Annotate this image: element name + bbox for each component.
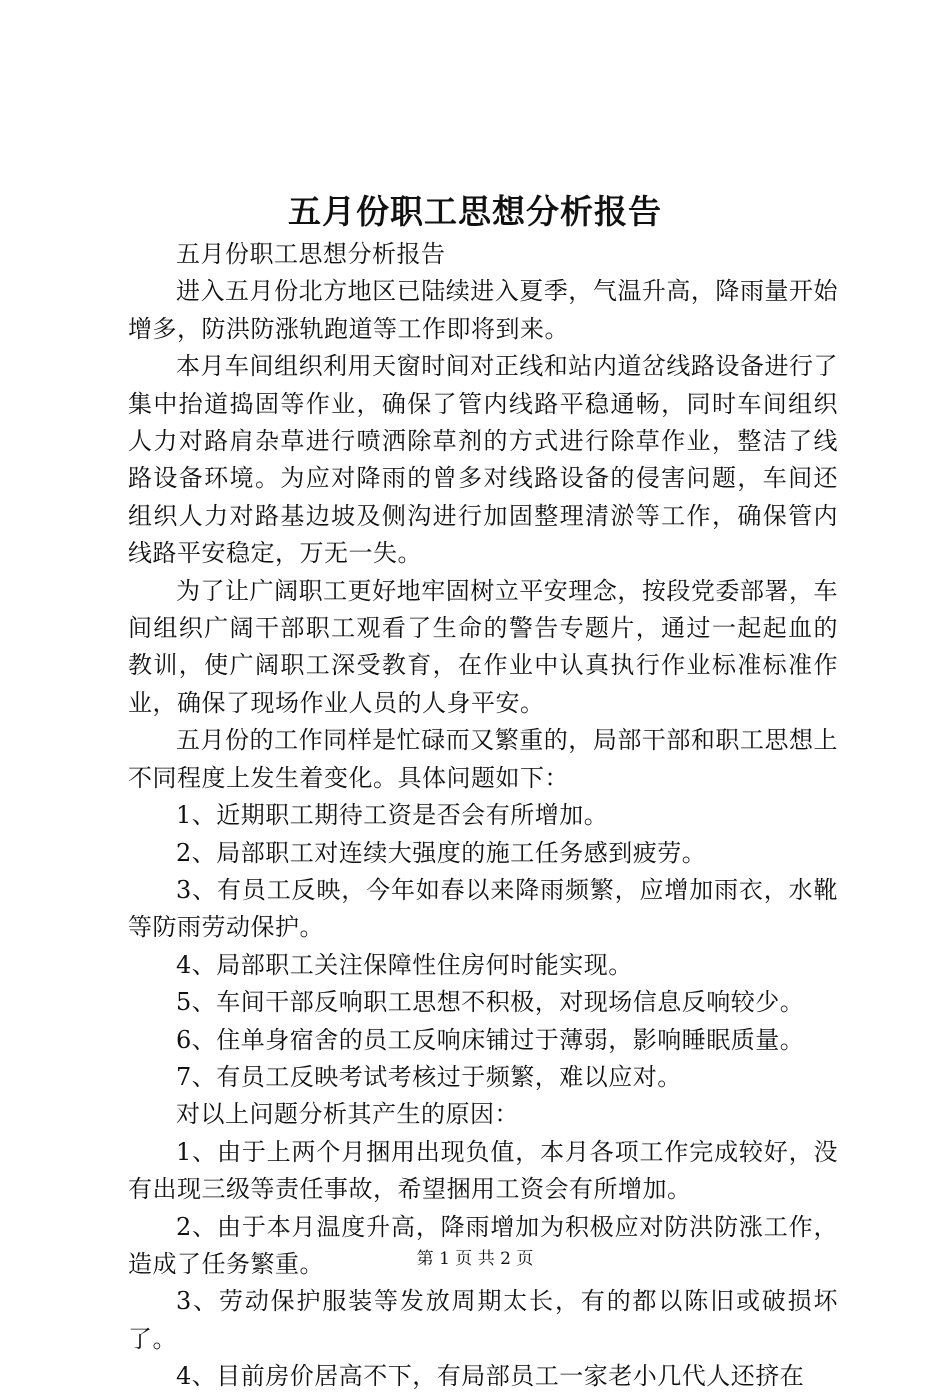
document-body: [128, 236, 838, 1396]
document-title: 五月份职工思想分析报告: [288, 192, 662, 231]
list-item: 1、近期职工期待工资是否会有所增加。: [176, 801, 609, 830]
page-number-footer: 第 1 页 共 2 页: [416, 1249, 534, 1269]
list-item: 4、局部职工关注保障性住房何时能实现。: [176, 950, 633, 979]
list-item: 7、有员工反映考试考核过于频繁，难以应对。: [176, 1062, 682, 1091]
paragraph: 为了让广阔职工更好地牢固树立平安理念，按段党委部署，车间组织广阔干部职工观看了生命的警告专题片，通过一起起血的教训，使广阔职工深受教育，在作业中认真执行作业标准标准作业，确保了现场作业人员的人身平安。: [128, 576, 838, 717]
list-item: 3、劳动保护服装等发放周期太长，有的都以陈旧或破损坏了。: [128, 1287, 838, 1353]
paragraph: 五月份的工作同样是忙碌而又繁重的，局部干部和职工思想上不同程度上发生着变化。具体问题如下：: [128, 726, 838, 792]
list-item: 6、住单身宿舍的员工反响床铺过于薄弱，影响睡眠质量。: [176, 1025, 805, 1054]
list-item: 3、有员工反映，今年如春以来降雨频繁，应增加雨衣，水靴等防雨劳动保护。: [128, 875, 838, 942]
paragraph: 五月份职工思想分析报告: [176, 240, 446, 268]
paragraph: 进入五月份北方地区已陆续进入夏季，气温升高，降雨量开始增多，防洪防涨轨跑道等工作即将到来。: [128, 277, 838, 343]
list-item: 2、由于本月温度升高，降雨增加为积极应对防洪防涨工作，造成了任务繁重。: [128, 1212, 838, 1278]
list-item: 4、目前房价居高不下，有局部员工一家老小几代人还挤在: [176, 1362, 805, 1391]
paragraph: 本月车间组织利用天窗时间对正线和站内道岔线路设备进行了集中抬道捣固等作业，确保了管内线路平稳通畅，同时车间组织人力对路肩杂草进行喷洒除草剂的方式进行除草作业，整洁了线路设备环境。为应对降雨的曾多对线路设备的侵害问题，车间还组织人力对路基边坡及侧沟进行加固整理清淤等工作，确保管内线路平安稳定，万无一失。: [128, 352, 838, 568]
list-item: 2、局部职工对连续大强度的施工任务感到疲劳。: [176, 838, 707, 867]
paragraph: 对以上问题分析其产生的原因：: [176, 1100, 519, 1129]
list-item: 5、车间干部反响职工思想不积极，对现场信息反响较少。: [176, 988, 805, 1017]
list-item: 1、由于上两个月捆用出现负值，本月各项工作完成较好，没有出现三级等责任事故，希望捆用工资会有所增加。: [128, 1137, 838, 1204]
